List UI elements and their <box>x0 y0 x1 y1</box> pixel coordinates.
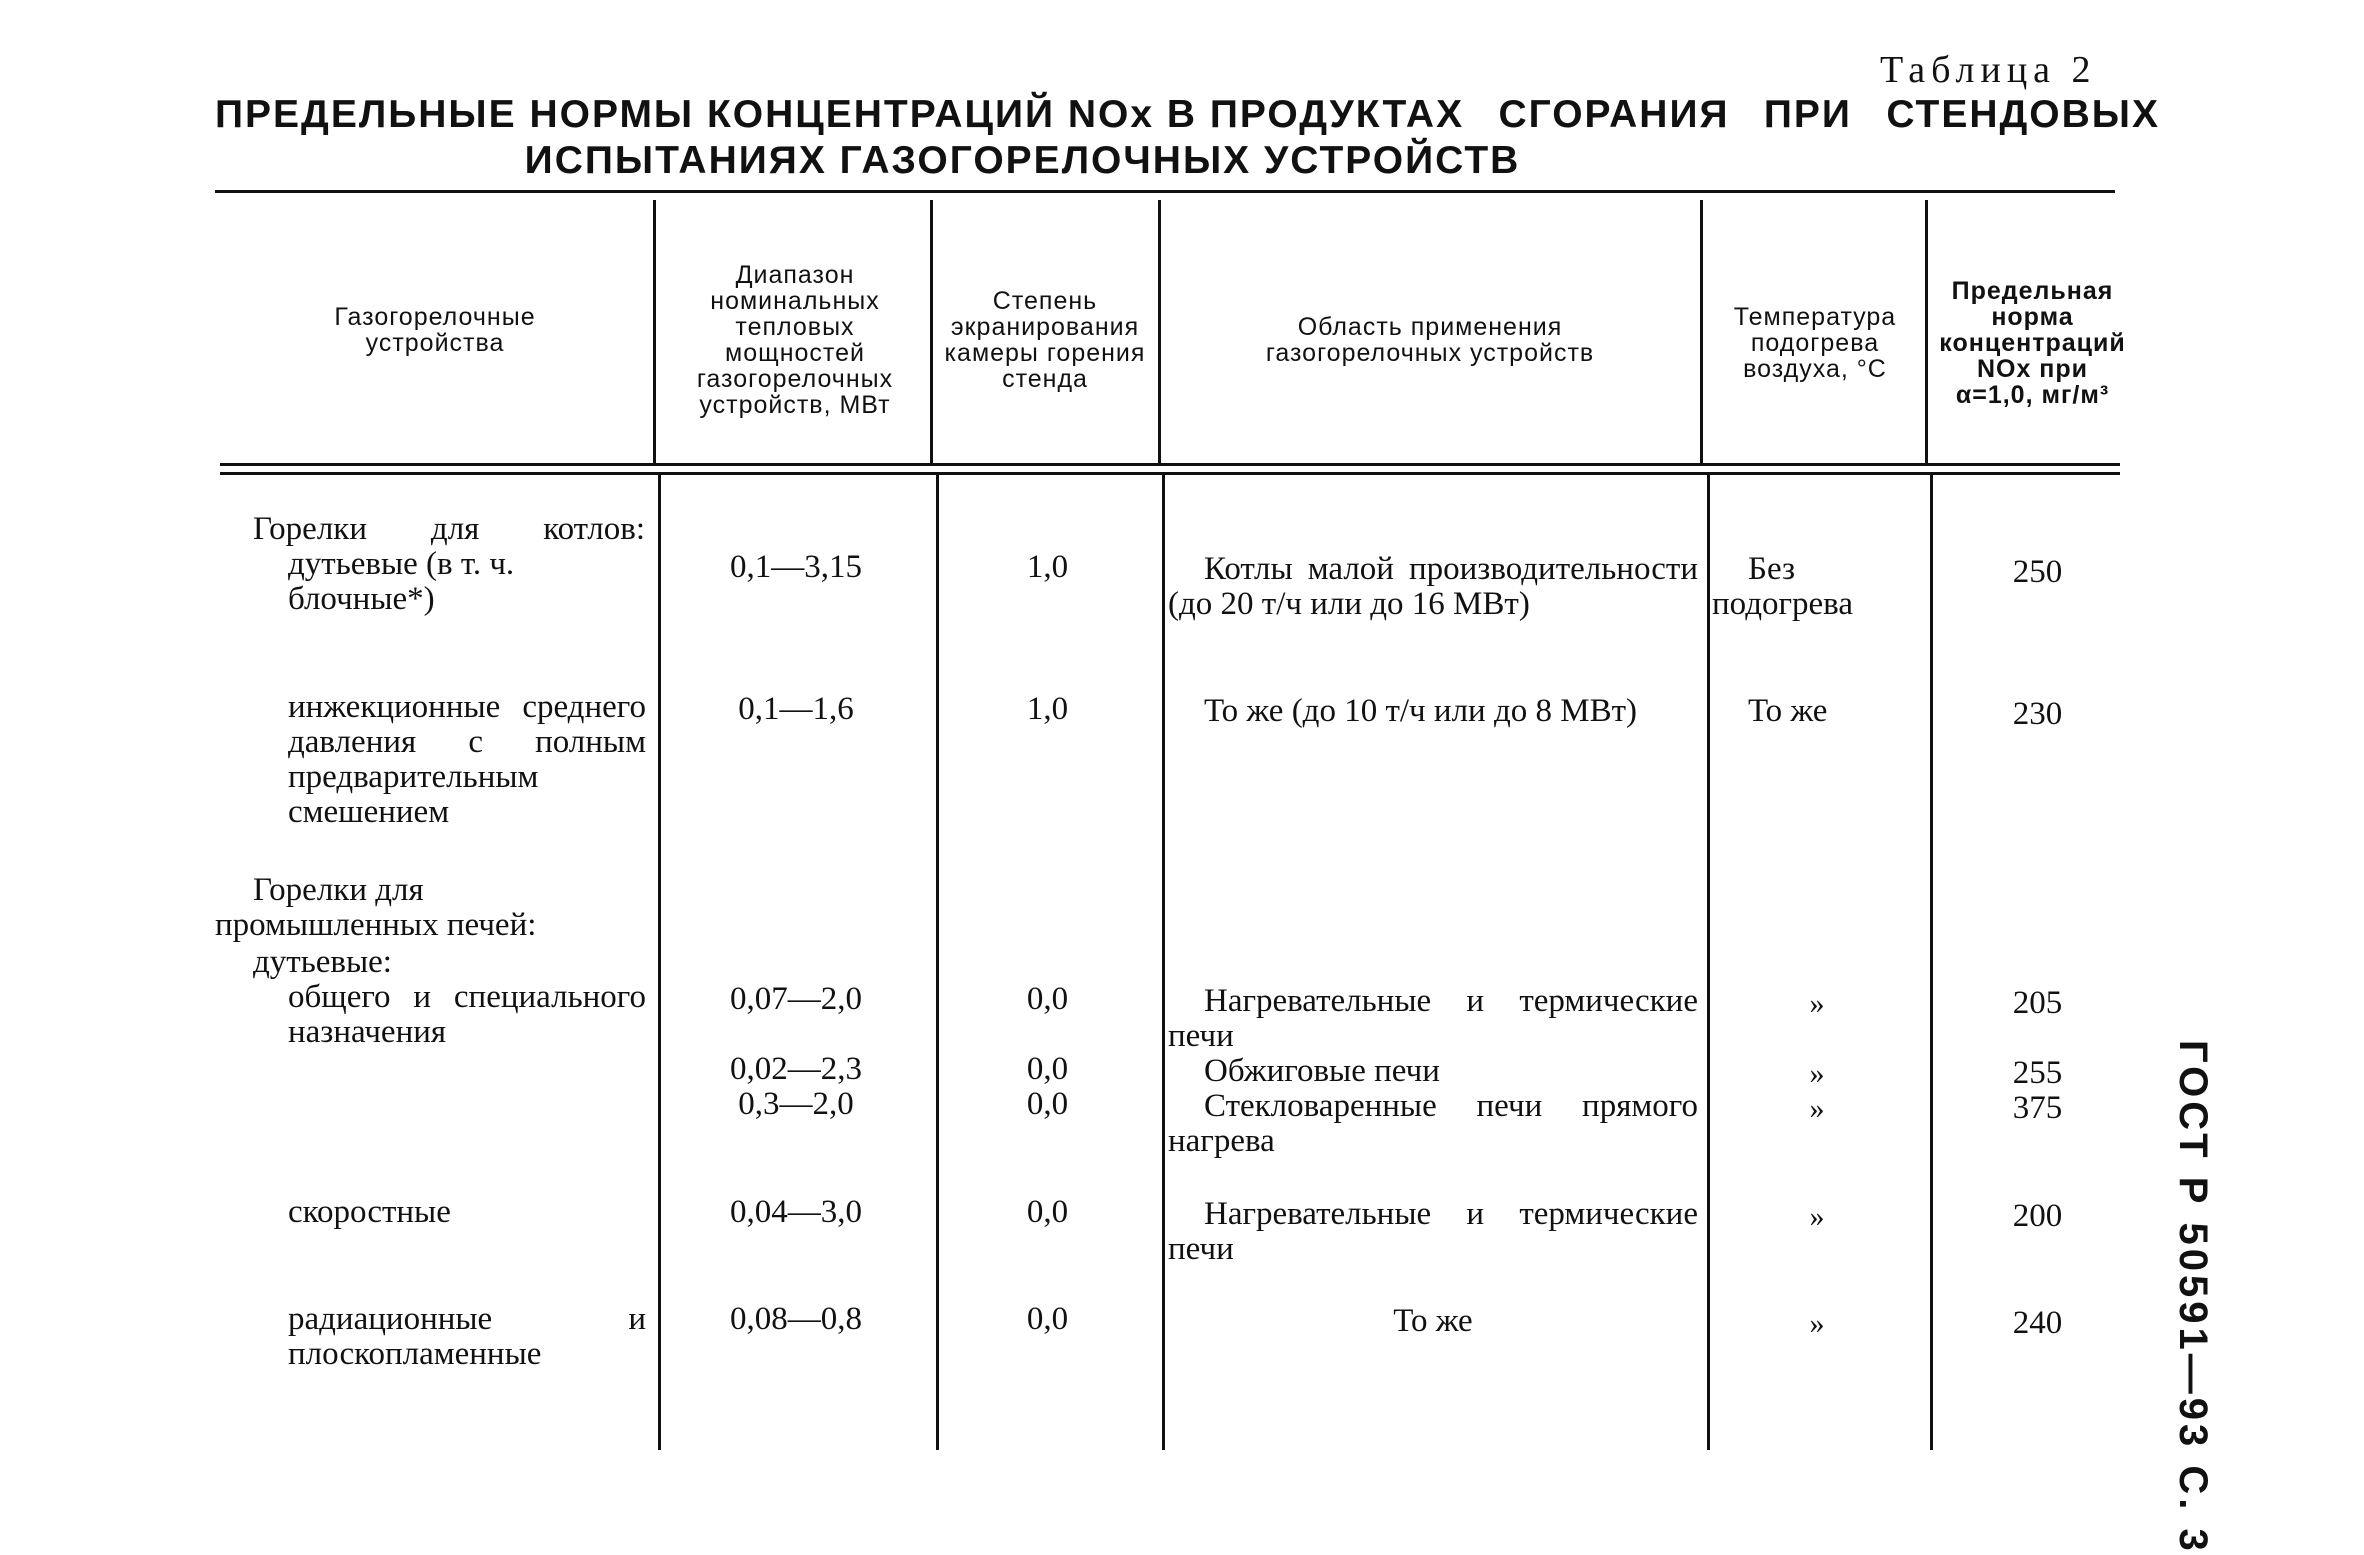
column-divider <box>930 200 933 465</box>
row-norm: 255 <box>2012 1055 2063 1091</box>
row-temperature: » <box>1809 1307 1825 1340</box>
row-screening: 0,0 <box>1026 1301 1069 1337</box>
row-temperature: » <box>1809 987 1825 1020</box>
header-bottom-rule-2 <box>220 472 2120 475</box>
row-power: 0,08—0,8 <box>730 1301 862 1337</box>
row-application: Стекловаренные печи прямого нагрева <box>1168 1088 1698 1159</box>
header-application: Область применения газогорелочных устройств <box>1265 313 1595 367</box>
column-divider <box>1930 475 1933 1450</box>
column-divider <box>1162 475 1165 1450</box>
row-temperature: » <box>1809 1057 1825 1090</box>
row-application: Нагревательные и термические печи <box>1168 1196 1698 1267</box>
row-screening: 0,0 <box>1026 1194 1069 1230</box>
row-power: 0,02—2,3 <box>730 1051 862 1087</box>
table-top-rule <box>215 190 2115 193</box>
header-norm: Предельная норма концентраций NOx при α=1,0, мг/м³ <box>1939 276 2126 409</box>
column-divider <box>653 200 656 465</box>
column-divider <box>1158 200 1161 465</box>
column-divider <box>658 475 661 1450</box>
title-line2: ИСПЫТАНИЯХ ГАЗОГОРЕЛОЧНЫХ УСТРОЙСТВ <box>524 139 1521 182</box>
header-screening: Степень экранирования камеры горения стенда <box>944 287 1146 393</box>
row-screening: 0,0 <box>1026 981 1069 1017</box>
row-device: инжекционные среднего давления с полным предварительным смешением <box>288 689 646 830</box>
header-temperature: Температура подогрева воздуха, °С <box>1733 303 1897 383</box>
row-temperature: » <box>1809 1200 1825 1233</box>
row-temperature: » <box>1809 1092 1825 1125</box>
title-line1-part4: СТЕНДОВЫХ <box>1886 93 2160 136</box>
section-boilers: Горелки для котлов: <box>253 511 645 547</box>
row-norm: 240 <box>2012 1305 2063 1341</box>
title-line1-part3: ПРИ <box>1763 93 1852 136</box>
table-number: Таблица 2 <box>1880 49 2097 91</box>
row-application: Обжиговые печи <box>1204 1053 1440 1089</box>
row-power: 0,07—2,0 <box>730 981 862 1017</box>
side-running-header: ГОСТ Р 50591—93 С. 3 <box>2171 1040 2215 1555</box>
row-screening: 0,0 <box>1026 1086 1069 1122</box>
row-device: скоростные <box>288 1194 451 1230</box>
column-divider <box>1707 475 1710 1450</box>
row-screening: 1,0 <box>1026 691 1069 727</box>
section-furnaces: Горелки для промышленных печей: <box>215 872 537 943</box>
column-divider <box>1700 200 1703 465</box>
row-temperature: То же <box>1748 693 1828 729</box>
row-norm: 230 <box>2012 696 2063 732</box>
row-application: То же <box>1393 1303 1473 1339</box>
row-device: общего и специального назначения <box>288 979 646 1050</box>
header-power: Диапазон номинальных тепловых мощностей газогорелочных устройств, МВт <box>696 261 894 419</box>
row-power: 0,3—2,0 <box>738 1086 854 1122</box>
row-norm: 250 <box>2012 554 2063 590</box>
row-power: 0,1—3,15 <box>730 549 862 585</box>
row-application: Котлы малой производительности (до 20 т/ч или до 16 МВт) <box>1168 551 1698 622</box>
row-norm: 200 <box>2012 1198 2063 1234</box>
title-line1-part2: СГОРАНИЯ <box>1498 93 1730 136</box>
row-screening: 0,0 <box>1026 1051 1069 1087</box>
column-divider <box>936 475 939 1450</box>
title-line1-part1: ПРЕДЕЛЬНЫЕ НОРМЫ КОНЦЕНТРАЦИЙ NOx В ПРОДУКТАХ <box>215 93 1465 136</box>
header-device: Газогорелочные устройства <box>334 303 536 357</box>
row-application: То же (до 10 т/ч или до 8 МВт) <box>1204 693 1637 729</box>
row-application: Нагревательные и термические печи <box>1168 983 1698 1054</box>
row-temperature: Без подогрева <box>1712 551 1853 622</box>
row-screening: 1,0 <box>1026 549 1069 585</box>
row-norm: 205 <box>2012 985 2063 1021</box>
row-norm: 375 <box>2012 1090 2063 1126</box>
row-power: 0,1—1,6 <box>738 691 854 727</box>
subsection-blast: дутьевые: <box>253 944 392 980</box>
column-divider <box>1925 200 1928 465</box>
row-device: радиационные и плоскопламенные <box>288 1301 646 1372</box>
row-device: дутьевые (в т. ч. блочные*) <box>288 546 515 617</box>
header-bottom-rule <box>220 463 2120 466</box>
table-title <box>215 92 2160 184</box>
row-power: 0,04—3,0 <box>730 1194 862 1230</box>
